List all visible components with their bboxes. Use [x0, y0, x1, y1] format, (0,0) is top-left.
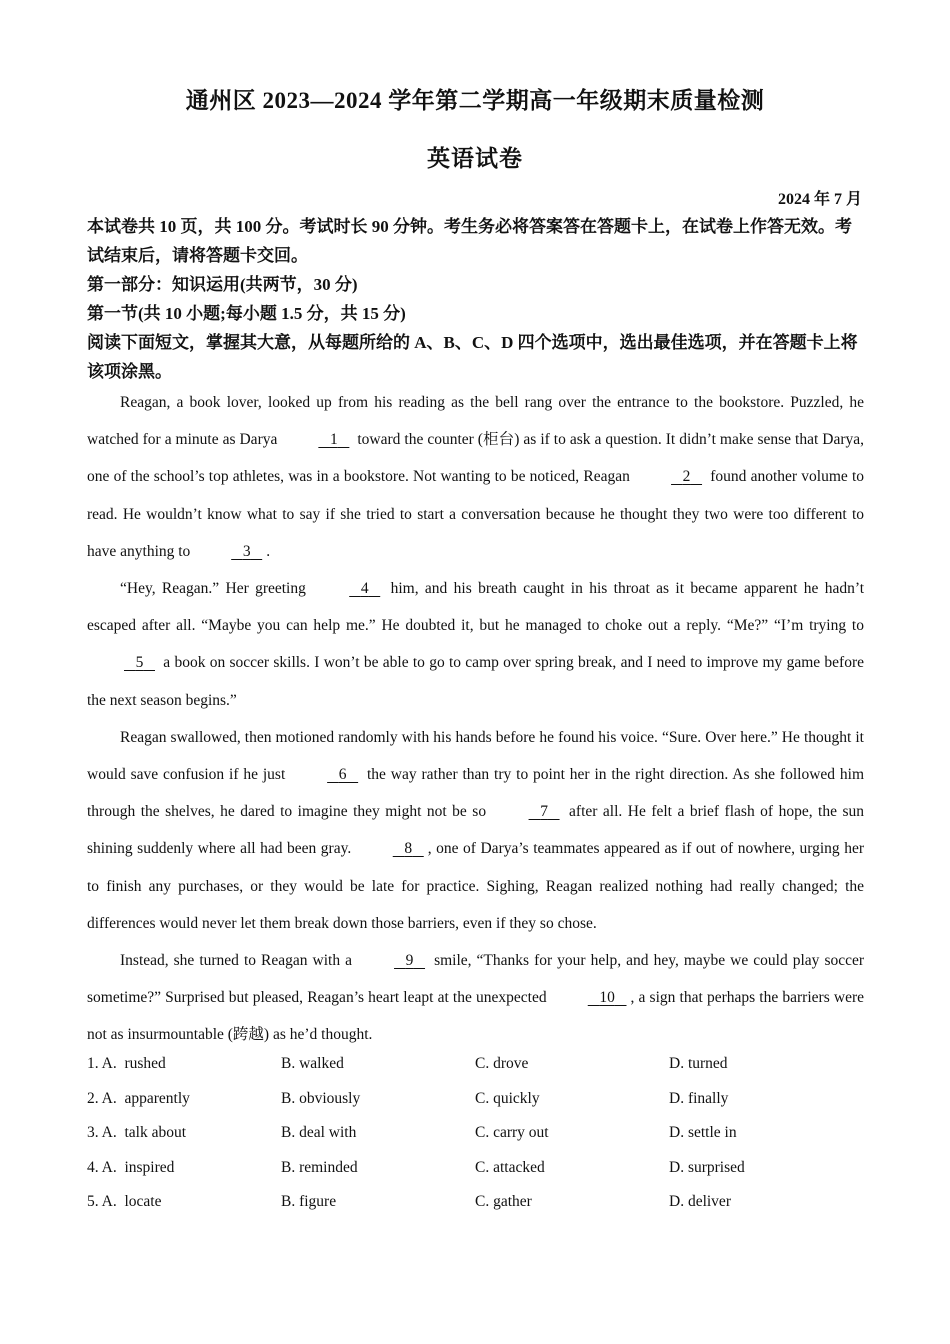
section-heading: 第一节(共 10 小题;每小题 1.5 分，共 15 分) — [87, 304, 406, 323]
passage-text: “Hey, Reagan.” Her greeting — [120, 580, 306, 598]
exam-subtitle: 英语试卷 — [427, 146, 523, 171]
question-row — [87, 1082, 864, 1117]
blank-3: 3 — [242, 542, 251, 560]
option-d: D. finally — [669, 1089, 729, 1107]
question-row — [87, 1151, 864, 1186]
passage-text: a book on soccer skills. I won’t be able to go to camp over spring break, and I need to improve my game before the next season begins.” — [87, 654, 864, 709]
blank-5: 5 — [135, 654, 144, 672]
passage-text: , a sign that perhaps the barriers were not as insurmountable (跨越) as he’d thought. — [87, 989, 864, 1044]
blank-1: 1 — [329, 431, 338, 449]
option-a: 3. A. talk about — [87, 1124, 187, 1141]
passage-text: him, and his breath caught in his throat as it became apparent he hadn’t escaped after all. “Maybe you can help me.” He doubted it, but he managed to choke out a reply. “Me?” “I’m trying to — [87, 580, 865, 635]
passage-text: toward the counter (柜台) as if to ask a question. It didn’t make sense that Darya, one of the school’s top athletes, was in a bookstore. Not wanting to be noticed, Reagan — [87, 431, 865, 486]
passage-paragraph-4 — [87, 942, 864, 1054]
exam-title: 通州区 2023—2024 学年第二学期高一年级期末质量检测 — [185, 88, 765, 113]
option-c: C. gather — [475, 1193, 532, 1210]
passage-text: Reagan swallowed, then motioned randomly with his hands before he found his voice. “Sure. Over here.” He thought it would save confusion if he just — [87, 728, 864, 784]
option-c: C. carry out — [475, 1124, 549, 1141]
blank-4: 4 — [360, 580, 369, 598]
option-b: B. obviously — [281, 1089, 361, 1107]
option-b: B. figure — [281, 1193, 337, 1210]
option-d: D. surprised — [669, 1158, 745, 1176]
question-row — [87, 1047, 864, 1082]
passage-paragraph-2 — [87, 570, 864, 719]
option-a: 1. A. rushed — [87, 1055, 166, 1072]
option-d: D. deliver — [669, 1193, 731, 1210]
passage-text: Instead, she turned to Reagan with a — [120, 952, 352, 970]
question-row — [87, 1116, 864, 1151]
exam-date: 2024 年 7 月 — [777, 191, 862, 208]
passage-text: found another volume to read. He wouldn’t know what to say if she tried to start a conversation because he thought they two were too different to have anything to — [87, 468, 865, 560]
general-instructions: 本试卷共 10 页，共 100 分。考试时长 90 分钟。考生务必将答案答在答题卡上，在试卷上作答无效。考试结束后，请将答题卡交回。 — [87, 217, 852, 265]
option-b: B. reminded — [281, 1158, 358, 1176]
passage-text: . — [266, 542, 271, 560]
answer-options — [87, 1047, 864, 1220]
cloze-passage — [87, 384, 864, 1054]
blank-6: 6 — [338, 766, 347, 784]
part-heading: 第一部分：知识运用(共两节，30 分) — [87, 275, 358, 294]
blank-8: 8 — [404, 840, 413, 858]
question-row — [87, 1185, 864, 1220]
option-d: D. settle in — [669, 1124, 737, 1141]
option-b: B. walked — [281, 1055, 344, 1072]
blank-9: 9 — [405, 952, 414, 970]
option-c: C. quickly — [475, 1089, 540, 1107]
blank-7: 7 — [540, 803, 548, 821]
section-directions: 阅读下面短文，掌握其大意，从每题所给的 A、B、C、D 四个选项中，选出最佳选项，并在答题卡上将该项涂黑。 — [87, 333, 858, 381]
blank-2: 2 — [682, 468, 691, 486]
option-c: C. attacked — [475, 1158, 545, 1176]
passage-text: after all. He felt a brief flash of hope, the sun shining suddenly where all had been gray. — [87, 803, 865, 858]
option-d: D. turned — [669, 1055, 728, 1072]
passage-text: Reagan, a book lover, looked up from his reading as the bell rang over the entrance to the bookstore. Puzzled, he watched for a minute as Darya — [87, 394, 864, 449]
passage-text: smile, “Thanks for your help, and hey, maybe we could play soccer sometime?” Surprised but pleased, Reagan’s heart leapt at the unexpected — [87, 952, 865, 1007]
passage-paragraph-3 — [87, 719, 864, 942]
passage-text: , one of Darya’s teammates appeared as if out of nowhere, urging her to finish any purchases, or they would be late for practice. Sighing, Reagan realized nothing had really changed; the differences would never let them break down those barriers, even if they so chose. — [87, 840, 864, 932]
option-a: 4. A. inspired — [87, 1158, 175, 1176]
passage-paragraph-1 — [87, 384, 864, 570]
option-a: 2. A. apparently — [87, 1089, 190, 1107]
blank-10: 10 — [599, 989, 615, 1007]
passage-text: the way rather than try to point her in the right direction. As she followed him through the shelves, he dared to imagine they might not be so — [87, 766, 864, 821]
option-a: 5. A. locate — [87, 1193, 162, 1210]
option-b: B. deal with — [281, 1124, 357, 1141]
option-c: C. drove — [475, 1055, 529, 1072]
